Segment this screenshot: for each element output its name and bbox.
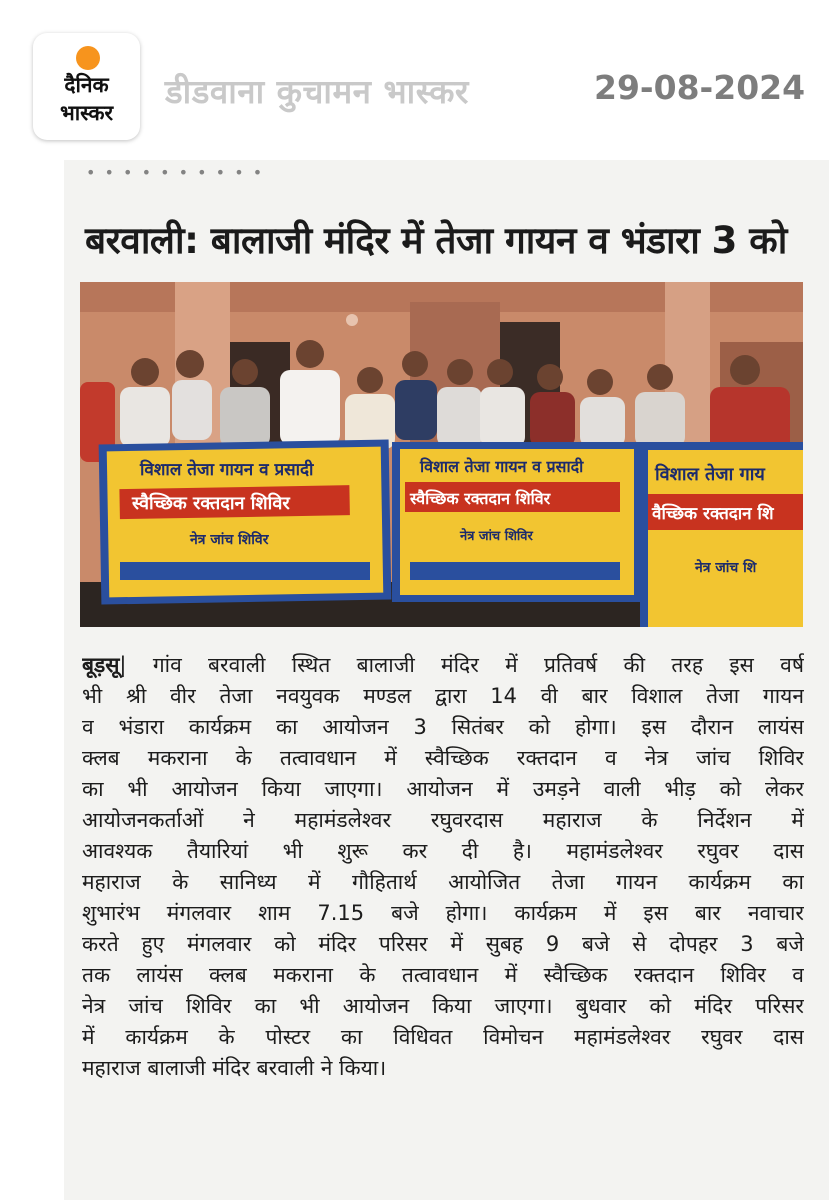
article-line: क्लब मकराना के तत्वावधान में स्वैच्छिक रक्तदान व नेत्र जांच शिविर <box>82 746 804 770</box>
article-line: महाराज के सानिध्य में गौहितार्थ आयोजित तेजा गायन कार्यक्रम का <box>82 870 804 894</box>
article-line: तक लायंस क्लब मकराना के तत्वावधान में स्वैच्छिक रक्तदान शिविर व <box>82 963 804 987</box>
article-dateline: बूड़सू <box>82 653 120 677</box>
article-line: में कार्यक्रम के पोस्टर का विधिवत विमोचन महामंडलेश्वर रघुवर दास <box>82 1025 804 1049</box>
article-line: व भंडारा कार्यक्रम का आयोजन 3 सितंबर को होगा। इस दौरान लायंस <box>82 715 804 739</box>
logo-text-line1: दैनिक <box>64 73 109 97</box>
banner-1-subtitle: स्वैच्छिक रक्तदान शिविर <box>132 493 290 514</box>
banner-2-title: विशाल तेजा गायन व प्रसादी <box>420 457 584 476</box>
previous-article-fragment: • • • • • • • • • • <box>86 163 265 182</box>
article-line: करते हुए मंगलवार को मंदिर परिसर में सुबह 9 बजे से दोपहर 3 बजे <box>82 932 804 956</box>
photo-illustration <box>80 282 803 627</box>
article-line: आयोजनकर्ताओं ने महामंडलेश्वर रघुवरदास महाराज के निर्देशन में <box>82 808 804 832</box>
article-line: बूड़सू| गांव बरवाली स्थित बालाजी मंदिर में प्रतिवर्ष की तरह इस वर्ष <box>82 653 804 677</box>
banner-2 <box>392 442 642 602</box>
banner-1-title: विशाल तेजा गायन व प्रसादी <box>140 460 314 480</box>
article-body <box>82 650 804 1084</box>
article-headline: बरवाली: बालाजी मंदिर में तेजा गायन व भंडारा 3 को <box>85 219 787 262</box>
sun-icon <box>76 46 100 70</box>
dainik-bhaskar-logo[interactable] <box>33 33 140 140</box>
banner-3-title: विशाल तेजा गाय <box>655 464 765 485</box>
banner-3-line3: नेत्र जांच शि <box>695 560 757 576</box>
banner-1-line3: नेत्र जांच शिविर <box>190 532 269 548</box>
banner-2-subtitle: स्वैच्छिक रक्तदान शिविर <box>410 489 551 508</box>
logo-text-line2: भास्कर <box>59 101 114 125</box>
banner-1 <box>99 439 392 604</box>
banner-3-subtitle: वैच्छिक रक्तदान शि <box>652 504 774 524</box>
article-line: नेत्र जांच शिविर का भी आयोजन किया जाएगा। बुधवार को मंदिर परिसर <box>82 994 804 1018</box>
banner-2-line3: नेत्र जांच शिविर <box>460 529 533 544</box>
article-line: आवश्यक तैयारियां भी शुरू कर दी है। महामंडलेश्वर रघुवर दास <box>82 839 804 863</box>
article-photo <box>80 282 803 627</box>
banner-3 <box>640 442 803 627</box>
article-line: शुभारंभ मंगलवार शाम 7.15 बजे होगा। कार्यक्रम में इस बार नवाचार <box>82 901 804 925</box>
edition-date: 29-08-2024 <box>594 68 806 107</box>
app-header <box>0 0 829 160</box>
article-line: महाराज बालाजी मंदिर बरवाली ने किया। <box>82 1056 387 1080</box>
article-line: भी श्री वीर तेजा नवयुवक मण्डल द्वारा 14 वी बार विशाल तेजा गायन <box>82 684 804 708</box>
edition-title: डीडवाना कुचामन भास्कर <box>165 72 469 111</box>
article-line: का भी आयोजन किया जाएगा। आयोजन में उमड़ने वाली भीड़ को लेकर <box>82 777 804 801</box>
